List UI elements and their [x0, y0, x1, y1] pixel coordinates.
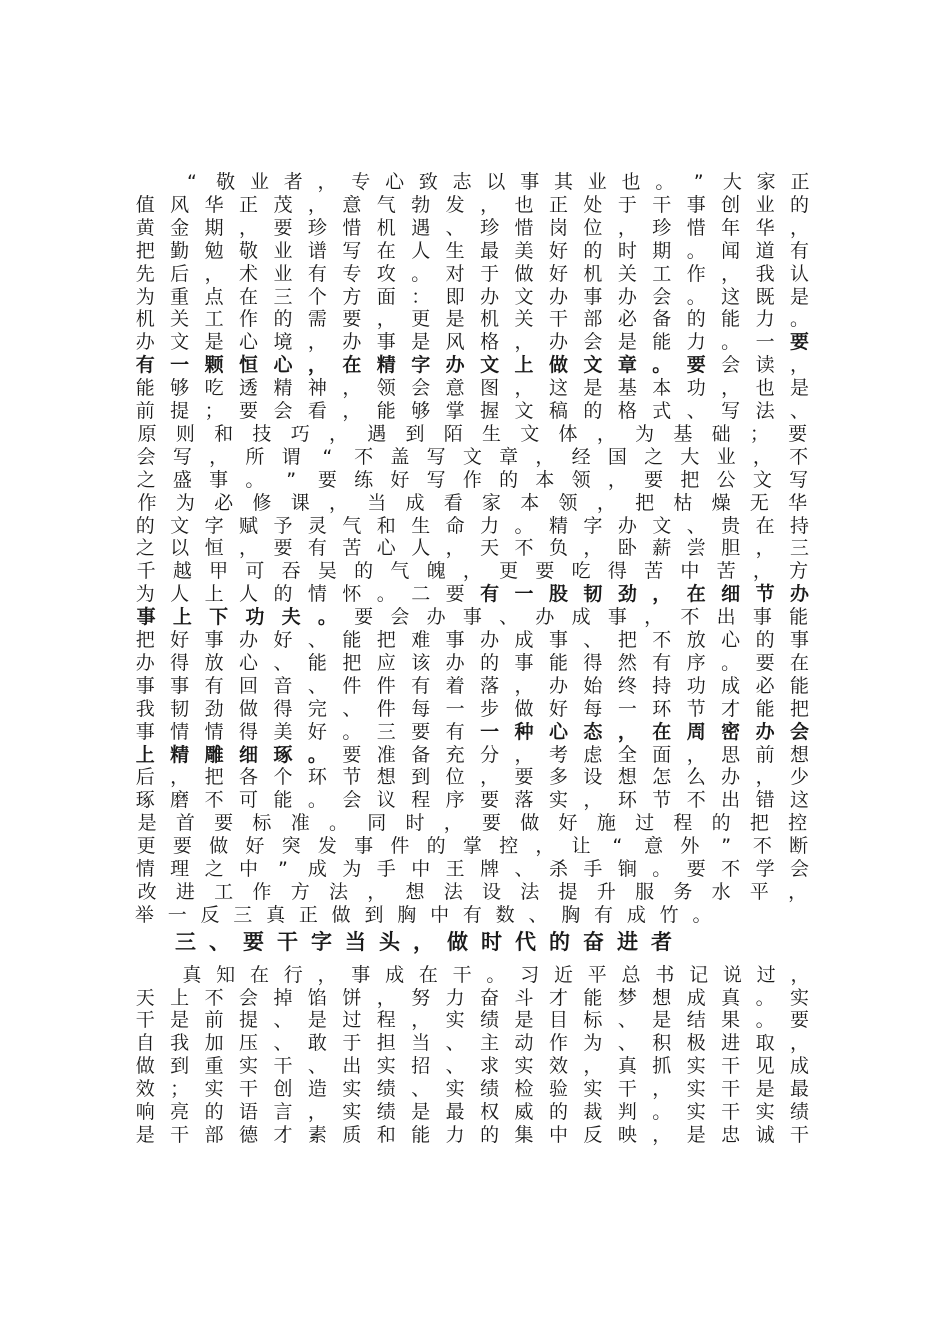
text-line: 事 情 情 得 美 好 。 三 要 有 一 种 心 态 ， 在 周 密 办 会 — [135, 720, 810, 743]
text-line: 更 要 做 好 突 发 事 件 的 掌 控 ， 让 “ 意 外 ” 不 断 — [136, 835, 809, 858]
text-line: 先 后 ， 术 业 有 专 攻 。 对 于 做 好 机 关 工 作 ， 我 认 — [135, 262, 810, 285]
text-line: 值 风 华 正 茂 ， 意 气 勃 发 ， 也 正 处 于 干 事 创 业 的 — [135, 193, 810, 216]
text-line: 能 够 吃 透 精 神 ， 领 会 意 图 ， 这 是 基 本 功 ， 也 是 — [135, 377, 810, 400]
text-line: 的 文 字 赋 予 灵 气 和 生 命 力 。 精 字 办 文 、 贵 在 持 — [135, 514, 810, 537]
text-line: 办 得 放 心 、 能 把 应 该 办 的 事 能 得 然 有 序 。 要 在 — [135, 651, 810, 674]
text-line: 后 ， 把 各 个 环 节 想 到 位 ， 要 多 设 想 怎 么 办 ， 少 — [135, 766, 810, 789]
text-line: 效 ； 实 干 创 造 实 绩 、 实 绩 检 验 实 干 ， 实 干 是 最 — [135, 1078, 810, 1101]
text-line: 做 到 重 实 干 、 出 实 招 、 求 实 效 ， 真 抓 实 干 见 成 — [135, 1055, 810, 1078]
text-line: 机 关 工 作 的 需 要 ， 更 是 机 关 干 部 必 备 的 能 力 。 — [135, 308, 810, 331]
text-line: 真 知 在 行 ， 事 成 在 干 。 习 近 平 总 书 记 说 过 ， — [182, 963, 810, 986]
text-line: 把 勤 勉 敬 业 谱 写 在 人 生 最 美 好 的 时 期 。 闻 道 有 — [135, 239, 810, 262]
text-line: 为 人 上 人 的 情 怀 。 二 要 有 一 股 韧 劲 ， 在 细 节 办 — [135, 583, 810, 606]
text-line: 原 则 和 技 巧 ， 遇 到 陌 生 文 体 ， 为 基 础 ； 要 — [137, 422, 808, 445]
text-line: 天 上 不 会 掉 馅 饼 ， 努 力 奋 斗 才 能 梦 想 成 真 。 实 — [135, 986, 810, 1009]
text-line: 办 文 是 心 境 ， 办 事 是 风 格 ， 办 会 是 能 力 。 一 要 — [135, 331, 810, 354]
text-line: 响 亮 的 语 言 ， 实 绩 是 最 权 威 的 裁 判 。 实 干 实 绩 — [135, 1101, 810, 1123]
text-line: 琢 磨 不 可 能 。 会 议 程 序 要 落 实 ， 环 节 不 出 错 这 — [135, 789, 810, 812]
text-line: 干 是 前 提 、 是 过 程 ， 实 绩 是 目 标 、 是 结 果 。 要 — [135, 1009, 810, 1032]
section-heading: 三、要干字当头，做时代的奋进者 — [175, 929, 685, 954]
text-line: 黄 金 期 ， 要 珍 惜 机 遇 、 珍 惜 岗 位 ， 珍 惜 年 华 ， — [135, 216, 810, 239]
text-line: 自 我 加 压 、 敢 于 担 当 、 主 动 作 为 、 积 极 进 取 ， — [135, 1032, 810, 1055]
text-line: 作 为 必 修 课 ， 当 成 看 家 本 领 ， 把 枯 燥 无 华 — [137, 491, 808, 514]
text-line: 事 上 下 功 夫 。 要 会 办 事 、 办 成 事 ， 不 出 事 能 — [136, 606, 809, 629]
text-line: 为 重 点 在 三 个 方 面 ： 即 办 文 办 事 办 会 。 这 既 是 — [135, 285, 810, 308]
text-line: 把 好 事 办 好 、 能 把 难 事 办 成 事 、 把 不 放 心 的 事 — [135, 629, 810, 651]
text-line: 举 一 反 三 真 正 做 到 胸 中 有 数 、 胸 有 成 竹 。 — [134, 903, 712, 926]
text-line: 前 提 ； 要 会 看 ， 能 够 掌 握 文 稿 的 格 式 、 写 法 、 — [135, 400, 810, 422]
text-line: 改 进 工 作 方 法 ， 想 法 设 法 提 升 服 务 水 平 ， — [137, 880, 808, 903]
text-line: 有 一 颗 恒 心 ， 在 精 字 办 文 上 做 文 章 。 要 会 读 ， — [135, 354, 810, 377]
text-line: 是 首 要 标 准 。 同 时 ， 要 做 好 施 过 程 的 把 控 — [137, 812, 808, 835]
text-line: 情 理 之 中 ” 成 为 手 中 王 牌 、 杀 手 锏 。 要 不 学 会 — [135, 858, 810, 880]
text-line: 千 越 甲 可 吞 吴 的 气 魄 ， 更 要 吃 得 苦 中 苦 ， 方 — [136, 560, 809, 583]
text-line: 之 盛 事 。 ” 要 练 好 写 作 的 本 领 ， 要 把 公 文 写 — [136, 468, 809, 491]
text-line: 事 事 有 回 音 、 件 件 有 着 落 ， 办 始 终 持 功 成 必 能 — [135, 674, 810, 697]
text-line: 上 精 雕 细 琢 。 要 准 备 充 分 ， 考 虑 全 面 ， 思 前 想 — [135, 743, 810, 766]
text-line: 之 以 恒 ， 要 有 苦 心 人 ， 天 不 负 ， 卧 薪 尝 胆 ， 三 — [135, 537, 810, 560]
text-line: 是 干 部 德 才 素 质 和 能 力 的 集 中 反 映 ， 是 忠 诚 干 — [135, 1123, 810, 1146]
text-line: 我 韧 劲 做 得 完 、 件 每 一 步 做 好 每 一 环 节 才 能 把 — [135, 697, 810, 720]
text-line: 会 写 ， 所 谓 “ 不 盖 写 文 章 ， 经 国 之 大 业 ， 不 — [136, 445, 809, 468]
text-line: “ 敬 业 者 ， 专 心 致 志 以 事 其 业 也 。 ” 大 家 正 — [186, 171, 810, 193]
